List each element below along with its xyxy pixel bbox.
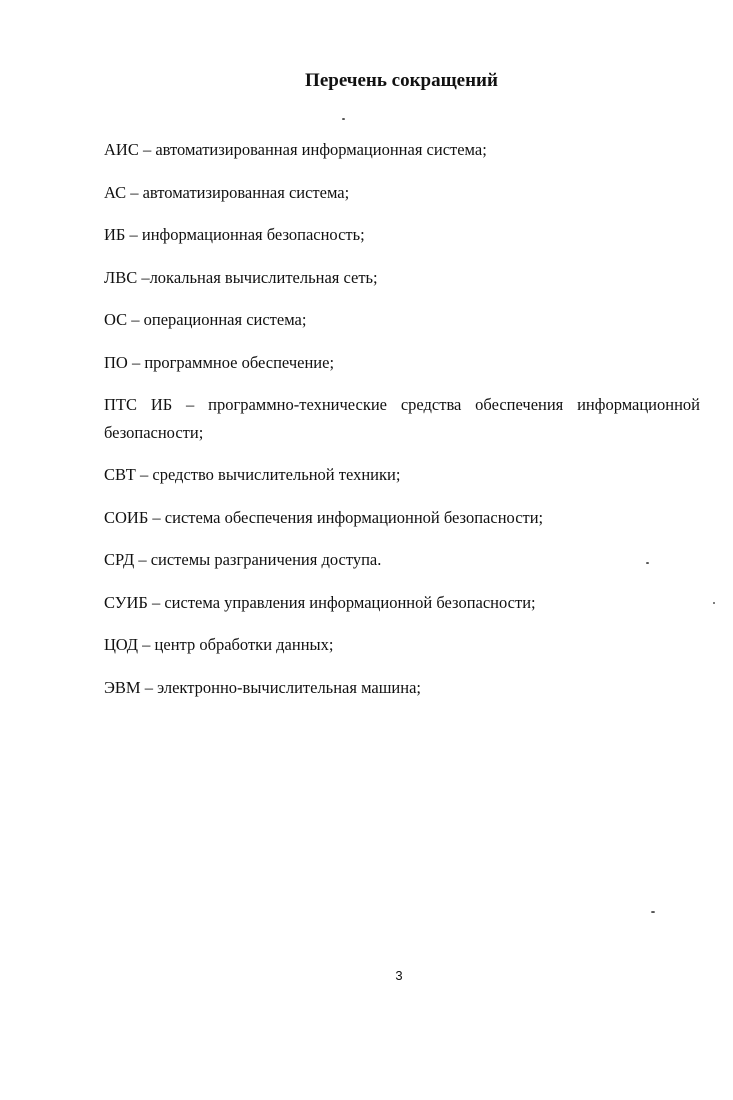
abbreviation-entry-suib: СУИБ – система управления информационной безопасности; (104, 593, 536, 612)
abbreviation-entry-pts-ib-line-1: ПТС ИБ – программно-технические средства обеспечения информационной (104, 395, 700, 414)
abbreviation-entry-pts-ib-line-2: безопасности; (104, 423, 204, 442)
scan-speck (342, 118, 345, 120)
abbreviation-entry-soib: СОИБ – система обеспечения информационной безопасности; (104, 508, 544, 527)
page-title: Перечень сокращений (305, 70, 498, 91)
abbreviation-entry-pts-ib (104, 391, 700, 447)
page-number: 3 (395, 968, 403, 983)
abbreviation-entry-po: ПО – программное обеспечение; (104, 353, 335, 372)
abbreviation-entry-os: ОС – операционная система; (104, 310, 307, 329)
abbreviation-entry-svt: СВТ – средство вычислительной техники; (104, 465, 401, 484)
scan-speck (713, 602, 715, 604)
abbreviation-entry-ib: ИБ – информационная безопасность; (104, 225, 365, 244)
abbreviation-entry-lvs: ЛВС –локальная вычислительная сеть; (104, 268, 378, 287)
abbreviation-entry-tsod: ЦОД – центр обработки данных; (104, 635, 334, 654)
abbreviation-entry-ais: АИС – автоматизированная информационная система; (104, 140, 487, 159)
scan-speck (651, 911, 655, 913)
abbreviation-entry-as: АС – автоматизированная система; (104, 183, 350, 202)
scan-speck (646, 562, 649, 564)
abbreviation-entry-evm: ЭВМ – электронно-вычислительная машина; (104, 678, 422, 697)
abbreviation-entry-srd: СРД – системы разграничения доступа. (104, 550, 382, 569)
